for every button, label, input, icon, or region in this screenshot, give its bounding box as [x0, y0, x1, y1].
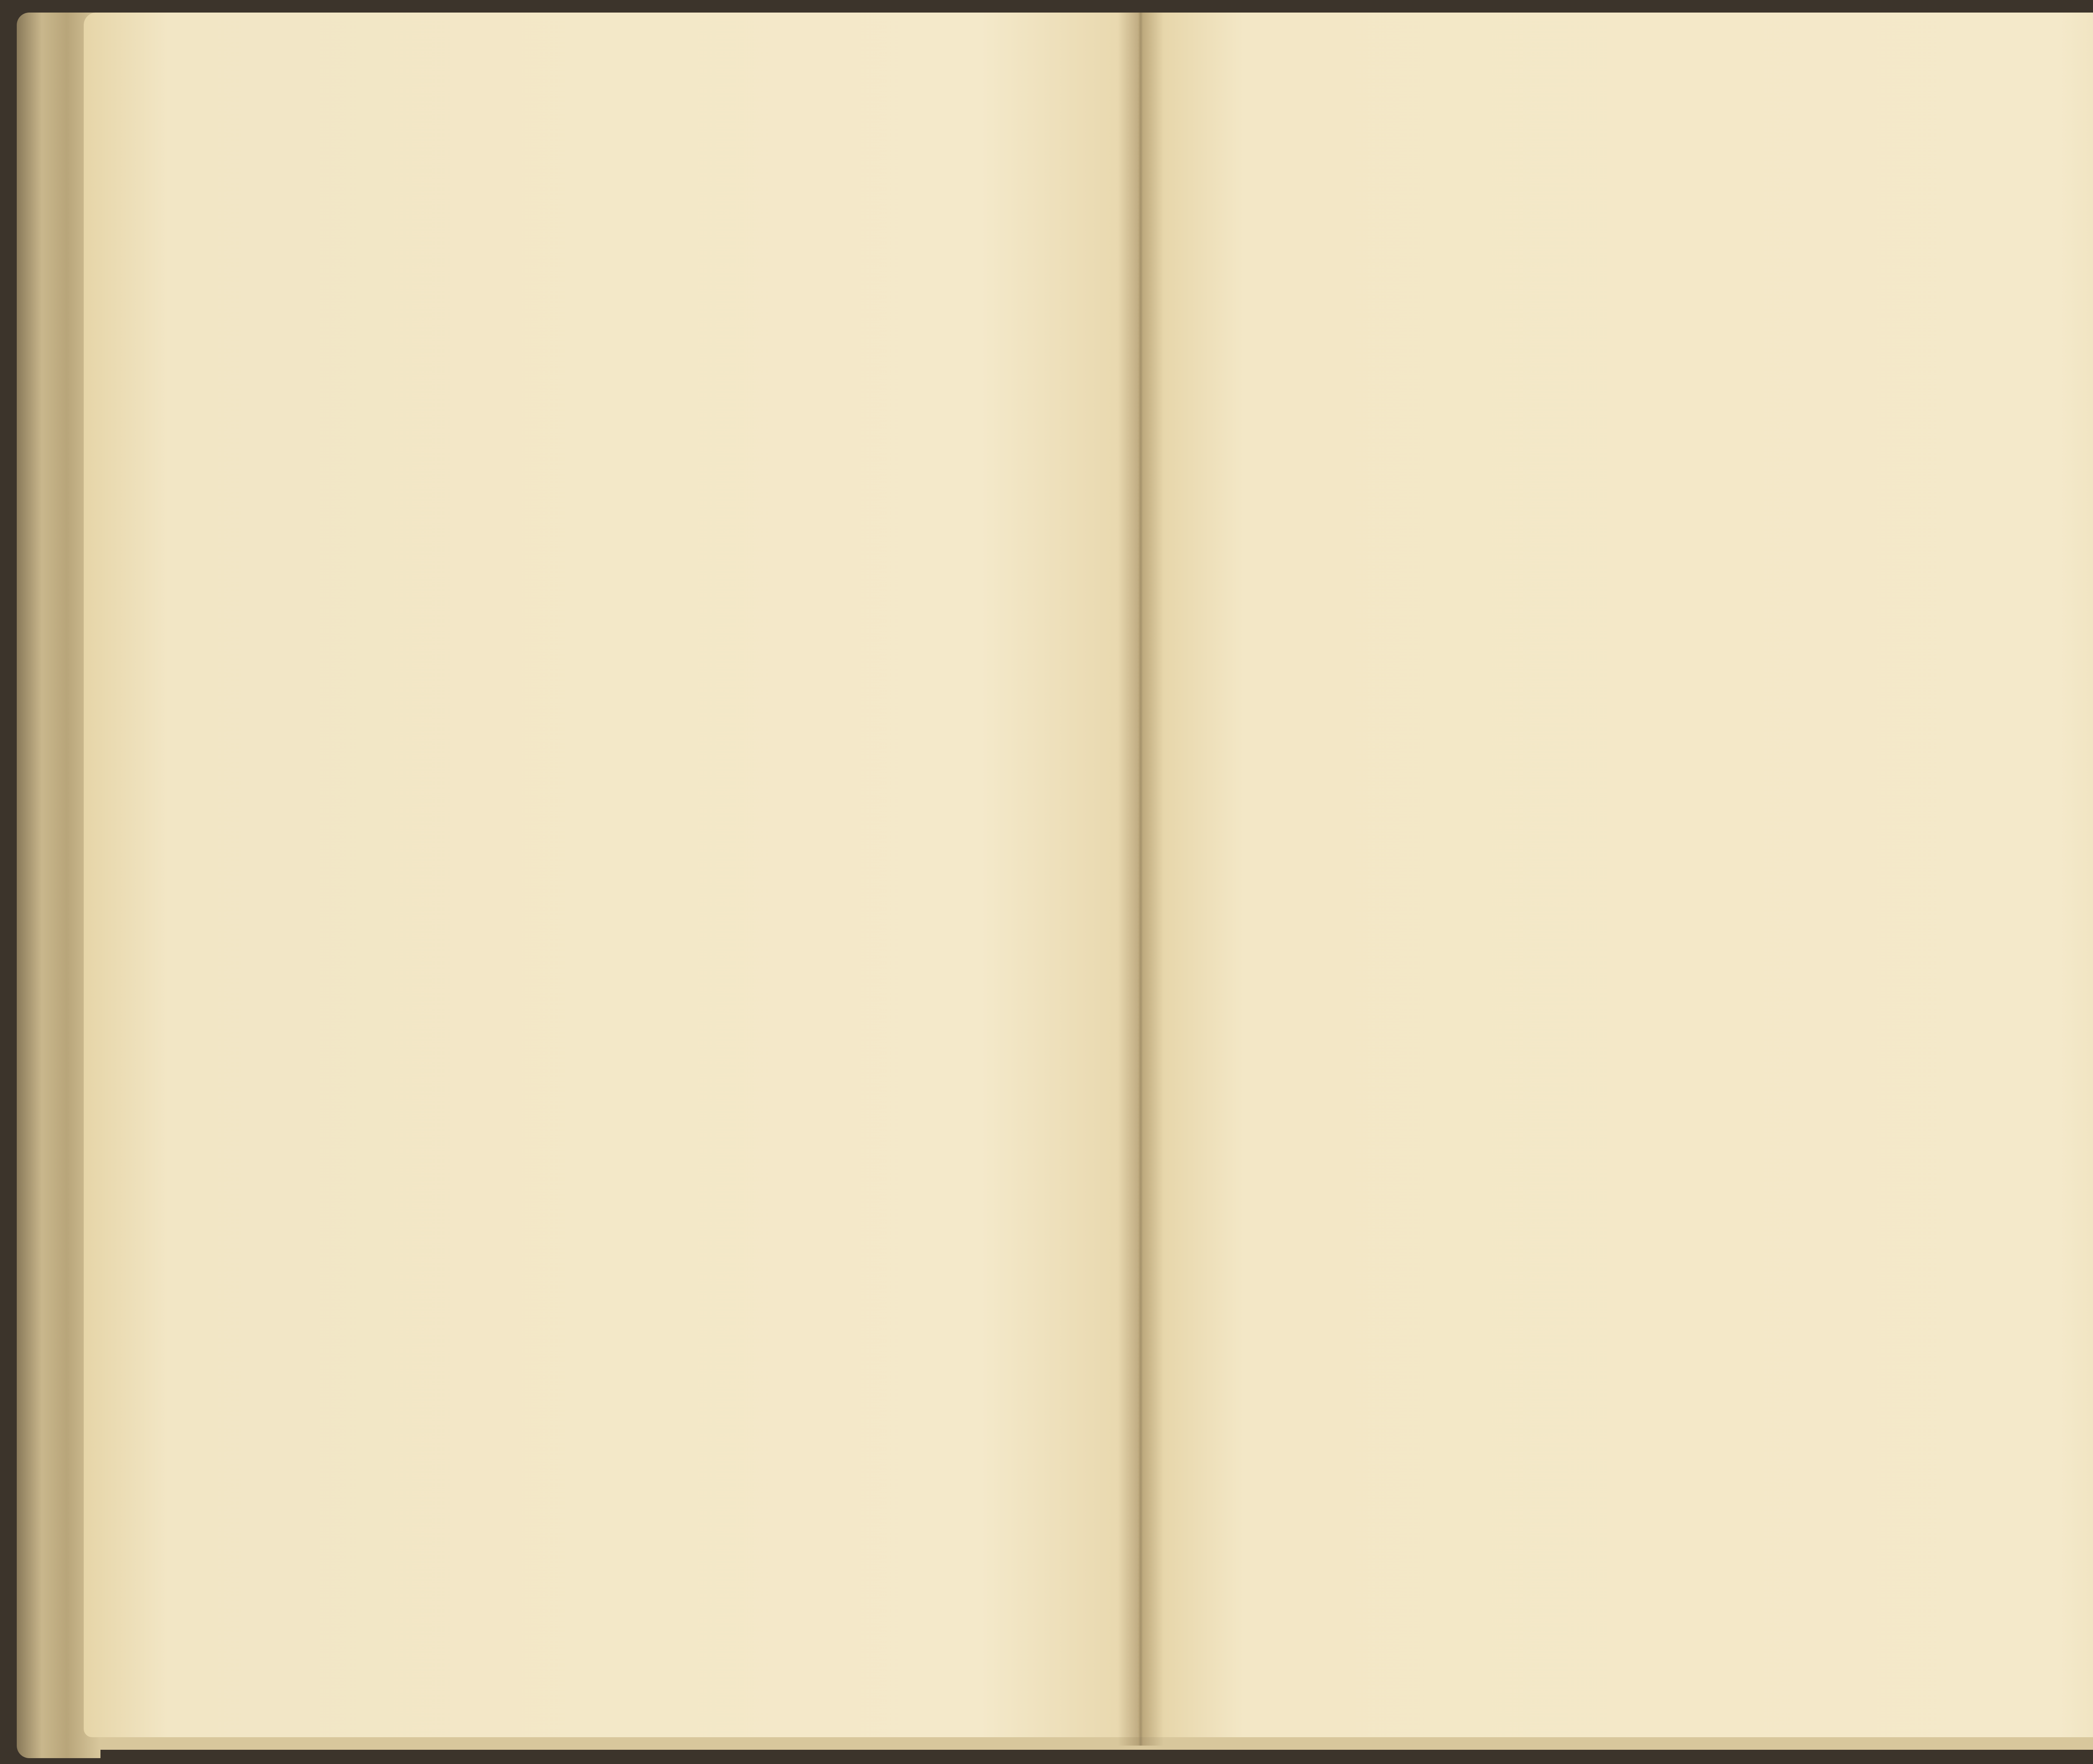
book-gutter [1118, 13, 1164, 1746]
left-page [84, 13, 1139, 1737]
book-block [17, 13, 2093, 1750]
right-page [1139, 13, 2093, 1737]
